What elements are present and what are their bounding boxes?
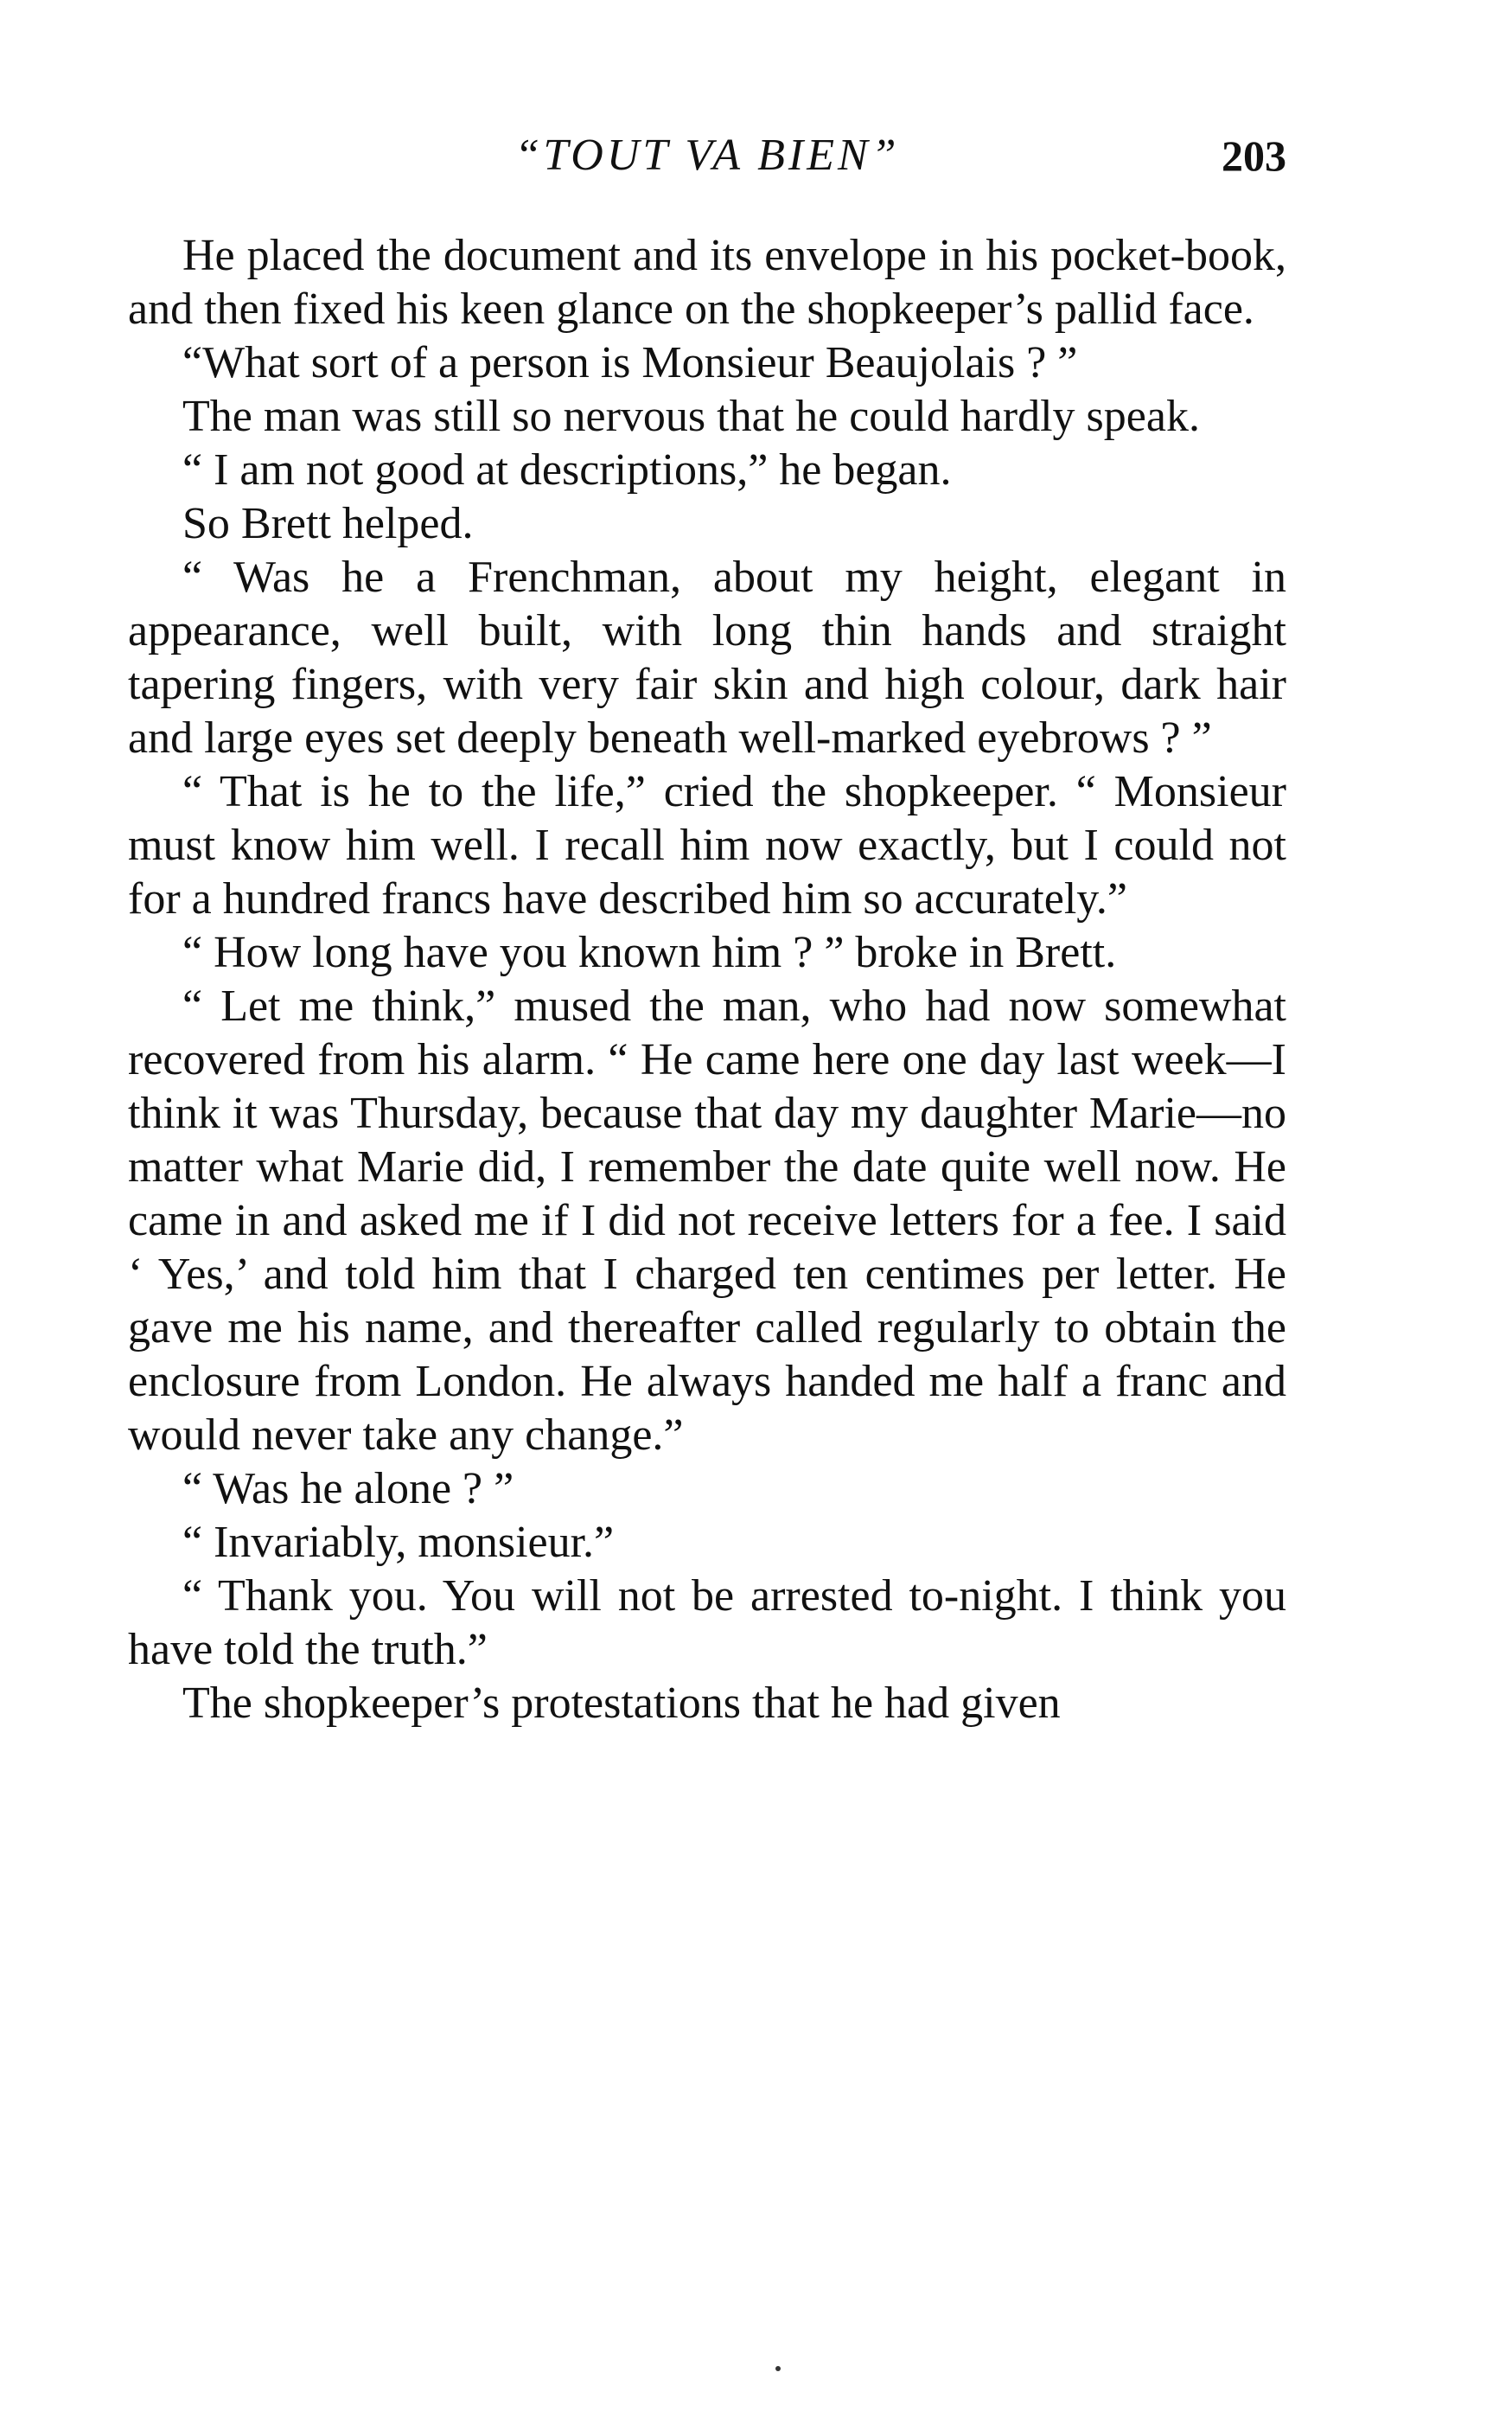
- paragraph: “ Let me think,” mused the man, who had now somewhat recovered from his alarm. “ He came here one day last week—I think it was Thursday, because that day my daughter Marie—no matter what Marie did, I remember the date quite well now. He came in and asked me if I did not receive letters for a fee. I said ‘ Yes,’ and told him that I charged ten centimes per letter. He gave me his name, and thereafter called regularly to obtain the enclosure from London. He always handed me half a franc and would never take any change.”: [128, 982, 1286, 1460]
- paragraph: The shopkeeper’s protestations that he had given: [182, 1679, 1061, 1728]
- paragraph: He placed the document and its envelope in his pocket-book, and then fixed his keen glance on the shopkeeper’s pallid face.: [128, 231, 1286, 334]
- running-head: [128, 121, 1286, 190]
- body-text: [128, 229, 1286, 1730]
- paragraph: The man was still so nervous that he could hardly speak.: [182, 392, 1200, 441]
- paragraph: “ Was he alone ? ”: [182, 1464, 514, 1513]
- paragraph: “ Invariably, monsieur.”: [182, 1518, 615, 1567]
- paragraph: “ How long have you known him ? ” broke in Brett.: [182, 928, 1117, 977]
- page-number: 203: [1222, 131, 1286, 180]
- paragraph: “ I am not good at descriptions,” he began.: [182, 445, 952, 495]
- running-title: “TOUT VA BIEN”: [514, 131, 900, 180]
- paragraph: “ Thank you. You will not be arrested to-night. I think you have told the truth.”: [128, 1571, 1286, 1674]
- paragraph: “ Was he a Frenchman, about my height, elegant in appearance, well built, with long thin hands and straight tapering fingers, with very fair skin and high colour, dark hair and large eyes set deeply beneath well-marked eyebrows ? ”: [128, 553, 1286, 763]
- paragraph: “What sort of a person is Monsieur Beaujolais ? ”: [182, 338, 1078, 387]
- paragraph: “ That is he to the life,” cried the shopkeeper. “ Monsieur must know him well. I recall him now exactly, but I could not for a hundred francs have described him so accurately.”: [128, 767, 1286, 924]
- paragraph: So Brett helped.: [182, 499, 474, 548]
- printer-mark-dot: [775, 2366, 781, 2371]
